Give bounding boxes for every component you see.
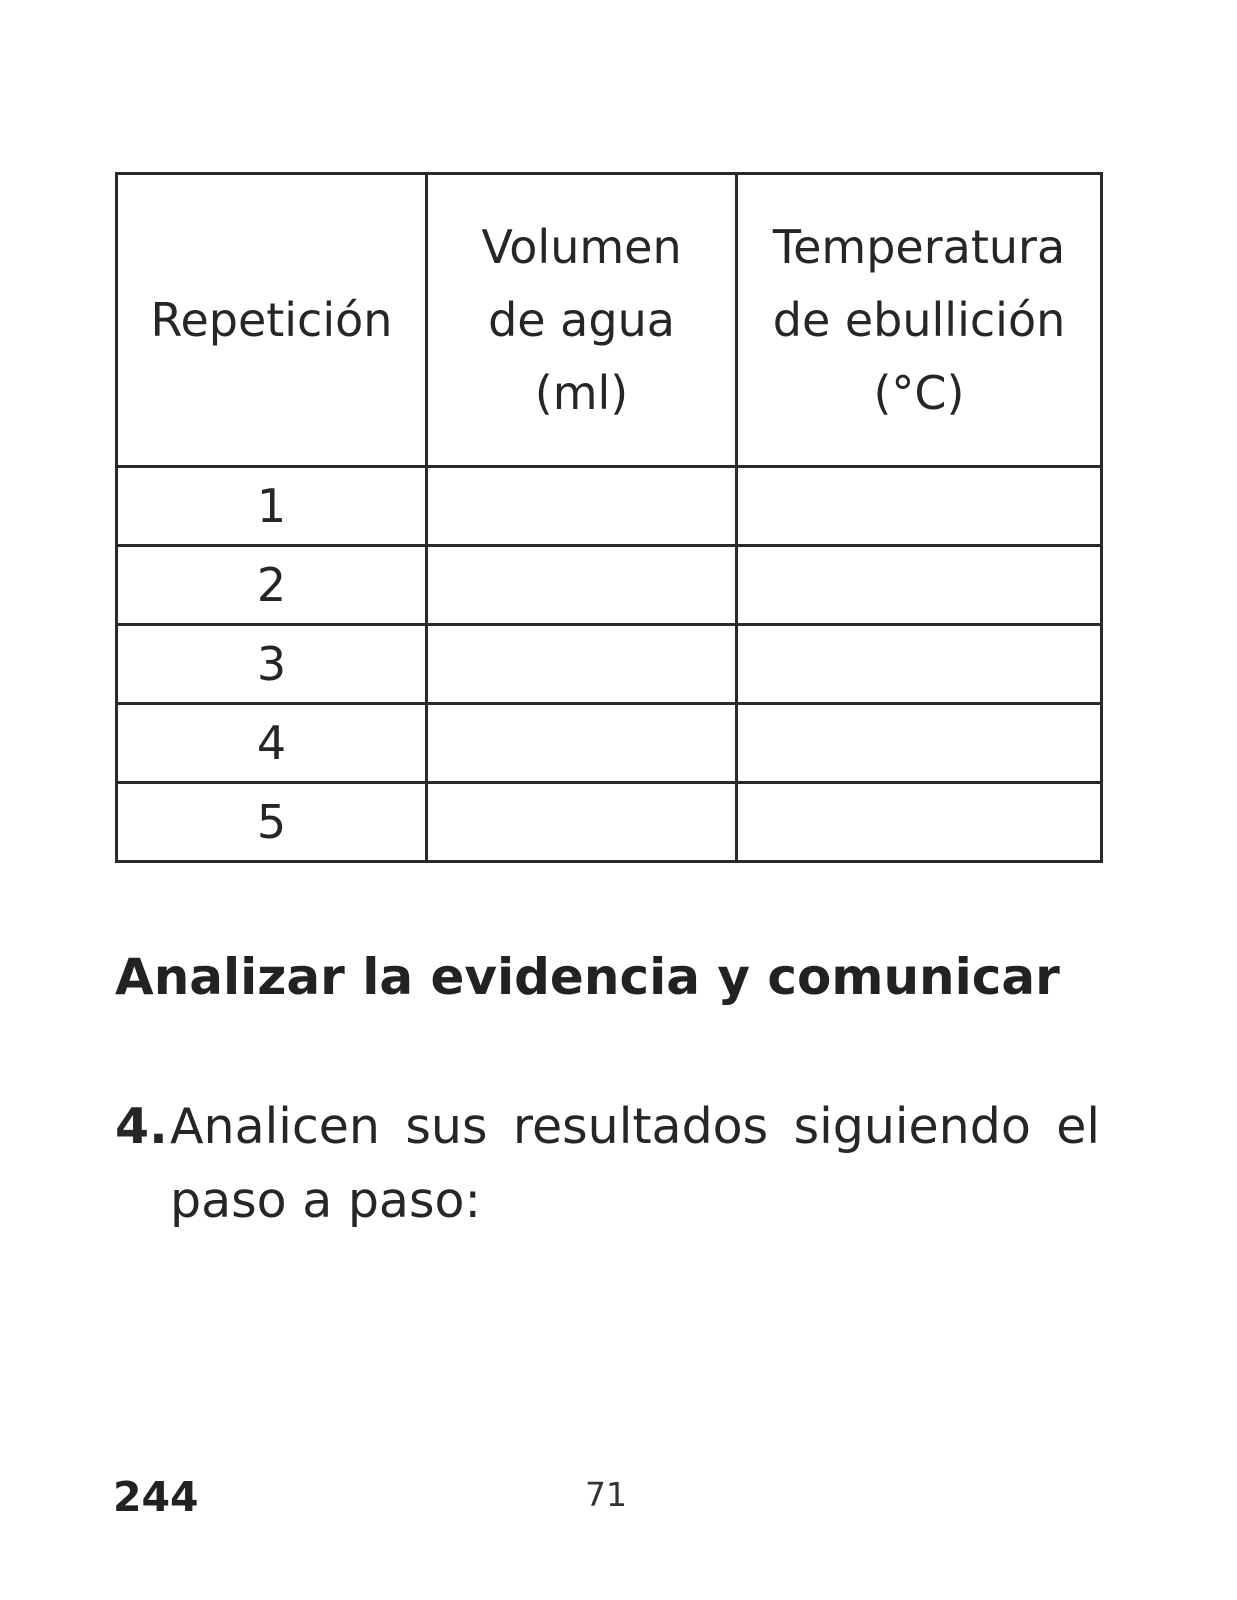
table-row xyxy=(117,783,1102,862)
cell-volumen xyxy=(427,467,737,546)
cell-temperatura xyxy=(737,783,1102,862)
cell-repeticion: 4 xyxy=(117,704,427,783)
book-page-number: 244 xyxy=(113,1473,199,1521)
section-heading: Analizar la evidencia y comunicar xyxy=(115,948,1060,1006)
header-volumen xyxy=(427,174,737,467)
cell-repeticion: 2 xyxy=(117,546,427,625)
question-item xyxy=(115,1090,1100,1238)
cell-temperatura xyxy=(737,704,1102,783)
page-number: 71 xyxy=(585,1475,627,1514)
table-row xyxy=(117,625,1102,704)
table-row xyxy=(117,546,1102,625)
cell-repeticion: 5 xyxy=(117,783,427,862)
header-repeticion-label: Repetición xyxy=(150,292,393,347)
table-row xyxy=(117,704,1102,783)
table-row xyxy=(117,467,1102,546)
header-volumen-label: Volumen de agua (ml) xyxy=(481,219,682,420)
header-temperatura-label: Temperatura de ebullición (°C) xyxy=(772,219,1066,420)
question-text: Analicen sus resultados siguiendo el paso a paso: xyxy=(170,1098,1100,1229)
header-temperatura xyxy=(737,174,1102,467)
cell-volumen xyxy=(427,783,737,862)
header-repeticion xyxy=(117,174,427,467)
cell-temperatura xyxy=(737,625,1102,704)
cell-volumen xyxy=(427,546,737,625)
results-table xyxy=(115,172,1103,863)
cell-volumen xyxy=(427,704,737,783)
cell-temperatura xyxy=(737,467,1102,546)
cell-volumen xyxy=(427,625,737,704)
cell-repeticion: 1 xyxy=(117,467,427,546)
question-number: 4. xyxy=(115,1098,168,1155)
cell-repeticion: 3 xyxy=(117,625,427,704)
cell-temperatura xyxy=(737,546,1102,625)
table-header-row xyxy=(117,174,1102,467)
